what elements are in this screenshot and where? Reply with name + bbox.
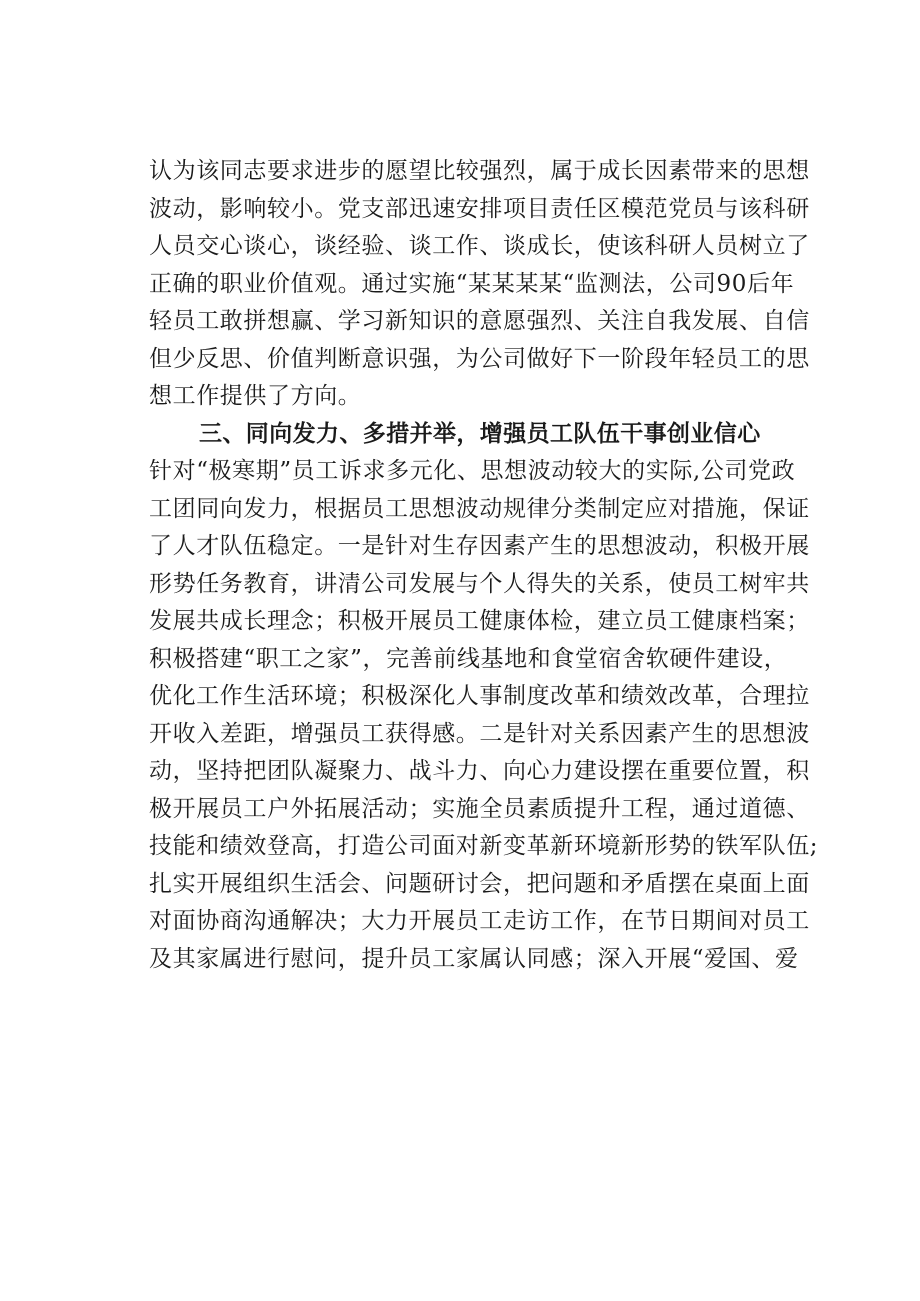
- section-heading: 三、同向发力、多措并举，增强员工队伍干事创业信心: [199, 420, 761, 447]
- paragraph-2-line-10: 极开展员工户外拓展活动；实施全员素质提升工程，通过道德、: [149, 795, 810, 822]
- body-text: [149, 153, 819, 978]
- paragraph-1-line-4: 正确的职业价值观。通过实施“某某某某“监测法，公司90后年: [149, 270, 795, 297]
- paragraph-1-line-1: 认为该同志要求进步的愿望比较强烈，属于成长因素带来的思想: [149, 158, 810, 184]
- paragraph-1-line-6: 但少反思、价值判断意识强，为公司做好下一阶段年轻员工的思: [149, 345, 810, 372]
- paragraph-2-line-13: 对面协商沟通解决；大力开展员工走访工作，在节日期间对员工: [149, 908, 810, 934]
- paragraph-2-line-9: 动，坚持把团队凝聚力、战斗力、向心力建设摆在重要位置，积: [149, 758, 810, 784]
- paragraph-2-line-12: 扎实开展组织生活会、问题研讨会，把问题和矛盾摆在桌面上面: [149, 870, 810, 897]
- paragraph-2-line-4: 形势任务教育，讲清公司发展与个人得失的关系，使员工树牢共: [149, 570, 810, 597]
- paragraph-2-line-14: 及其家属进行慰问，提升员工家属认同感；深入开展“爱国、爱: [149, 945, 799, 972]
- paragraph-2-line-6: 积极搭建“职工之家”，完善前线基地和食堂宿舍软硬件建设，: [149, 645, 788, 672]
- paragraph-2-line-8: 开收入差距，增强员工获得感。二是针对关系因素产生的思想波: [149, 720, 810, 747]
- paragraph-1-line-2: 波动，影响较小。党支部迅速安排项目责任区模范党员与该科研: [149, 195, 810, 222]
- paragraph-2-line-2: 工团同向发力，根据员工思想波动规律分类制定应对措施，保证: [149, 495, 810, 522]
- paragraph-2-line-5: 发展共成长理念；积极开展员工健康体检，建立员工健康档案；: [149, 608, 810, 634]
- paragraph-2-line-3: 了人才队伍稳定。一是针对生存因素产生的思想波动，积极开展: [149, 533, 810, 559]
- paragraph-1-line-3: 人员交心谈心，谈经验、谈工作、谈成长，使该科研人员树立了: [149, 233, 810, 259]
- paragraph-2-line-7: 优化工作生活环境；积极深化人事制度改革和绩效改革，合理拉: [149, 683, 810, 709]
- paragraph-1-line-5: 轻员工敢拼想赢、学习新知识的意愿强烈、关注自我发展、自信: [149, 308, 810, 334]
- paragraph-1-line-7: 想工作提供了方向。: [149, 383, 362, 409]
- paragraph-2-line-1: 针对“极寒期”员工诉求多元化、思想波动较大的实际,公司党政: [149, 458, 796, 484]
- paragraph-2-line-11: 技能和绩效登高，打造公司面对新变革新环境新形势的铁军队伍;: [149, 833, 819, 859]
